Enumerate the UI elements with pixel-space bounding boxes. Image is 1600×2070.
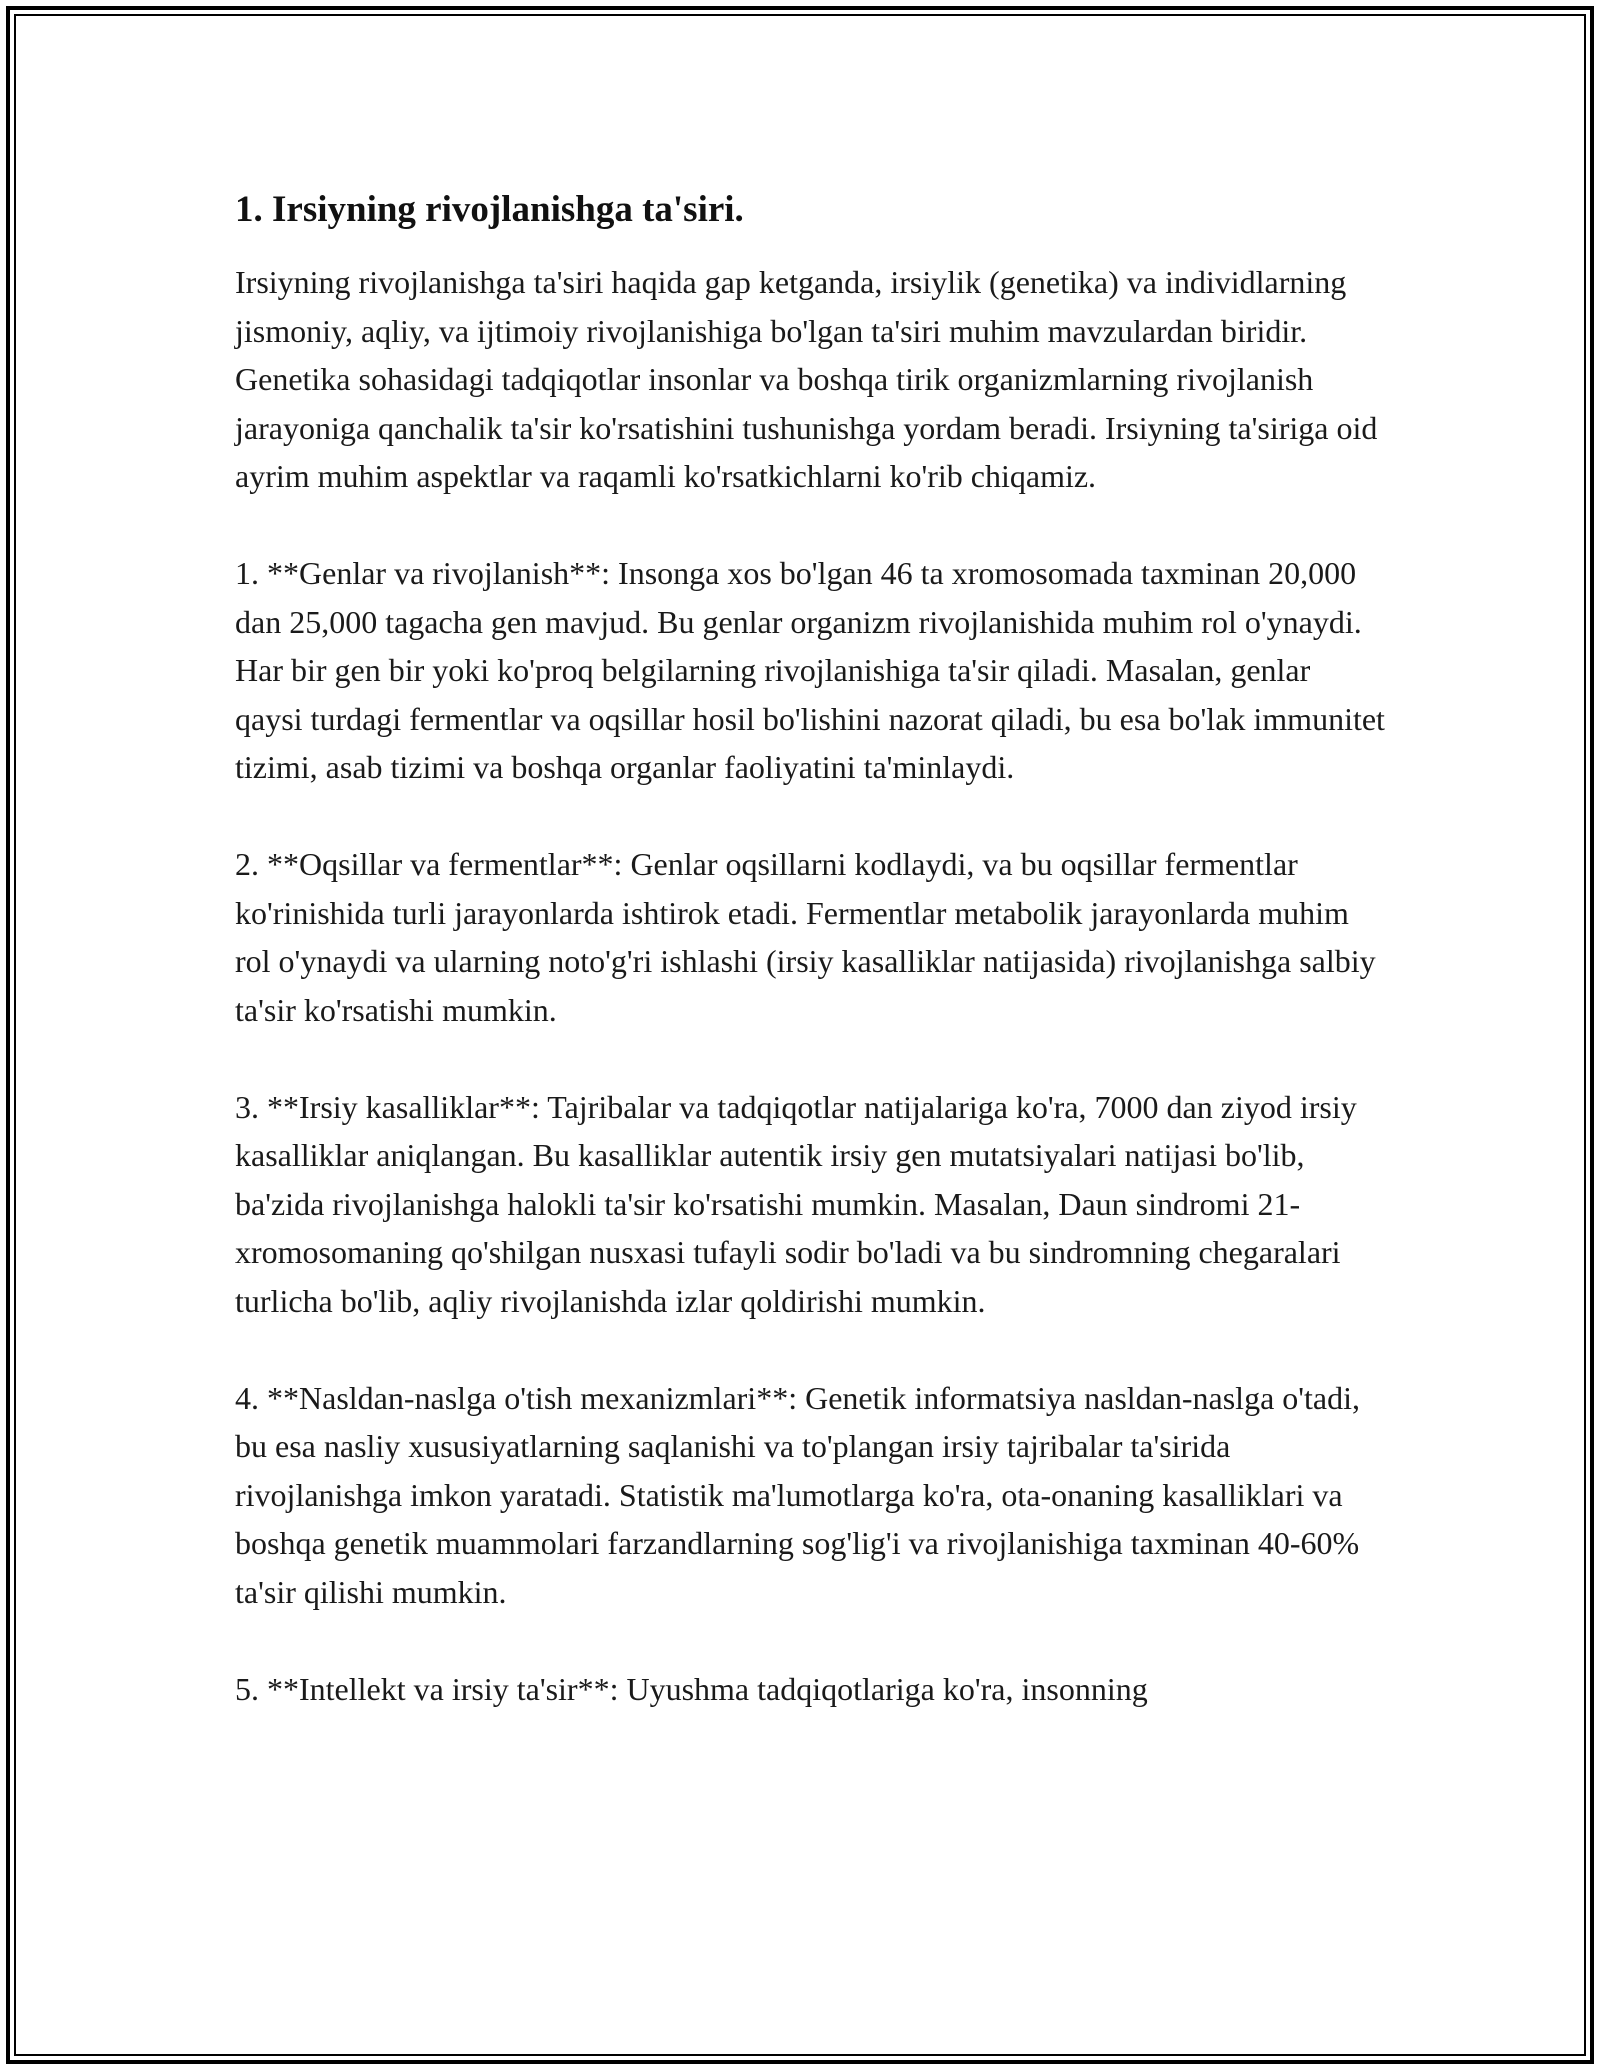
paragraph-inheritance: 4. **Nasldan-naslga o'tish mexanizmlari**: Genetik informatsiya nasldan-naslga o'tadi, bu esa nasliy xususiyatlarning saqlanishi va to'plangan irsiy tajribalar ta'sirida rivojlanishga imkon yaratadi. Statistik ma'lumotlarga ko'ra, ota-onaning kasalliklari va boshqa genetik muammolari farzandlarning sog'lig'i va rivojlanishiga taxminan 40-60% ta'sir qilishi mumkin. (235, 1379, 1361, 1610)
paragraph-intellect: 5. **Intellekt va irsiy ta'sir**: Uyushma tadqiqotlariga ko'ra, insonning (235, 1670, 1148, 1707)
section-heading: 1. Irsiyning rivojlanishga ta'siri. (235, 189, 744, 230)
intro-paragraph: Irsiyning rivojlanishga ta'siri haqida gap ketganda, irsiylik (genetika) va individlarning jismoniy, aqliy, va ijtimoiy rivojlanishiga bo'lgan ta'siri muhim mavzulardan biridir. Genetika sohasidagi tadqiqotlar insonlar va boshqa tirik organizmlarning rivojlanish jarayoniga qanchalik ta'sir ko'rsatishini tushunishga yordam beradi. Irsiyning ta'siriga oid ayrim muhim aspektlar va raqamli ko'rsatkichlarni ko'rib chiqamiz. (235, 264, 1378, 494)
paragraph-proteins: 2. **Oqsillar va fermentlar**: Genlar oqsillarni kodlaydi, va bu oqsillar fermentlar ko'rinishida turli jarayonlarda ishtirok etadi. Fermentlar metabolik jarayonlarda muhim rol o'ynaydi va ularning noto'g'ri ishlashi (irsiy kasalliklar natijasida) rivojlanishga salbiy ta'sir ko'rsatishi mumkin. (235, 846, 1376, 1028)
paragraph-genes: 1. **Genlar va rivojlanish**: Insonga xos bo'lgan 46 ta xromosomada taxminan 20,000 dan 25,000 tagacha gen mavjud. Bu genlar organizm rivojlanishida muhim rol o'ynaydi. Har bir gen bir yoki ko'proq belgilarning rivojlanishiga ta'sir qiladi. Masalan, genlar qaysi turdagi fermentlar va oqsillar hosil bo'lishini nazorat qiladi, bu esa bo'lak immunitet tizimi, asab tizimi va boshqa organlar faoliyatini ta'minlaydi. (235, 555, 1385, 785)
paragraph-hereditary-diseases: 3. **Irsiy kasalliklar**: Tajribalar va tadqiqotlar natijalariga ko'ra, 7000 dan ziyod irsiy kasalliklar aniqlangan. Bu kasalliklar autentik irsiy gen mutatsiyalari natijasi bo'lib, ba'zida rivojlanishga halokli ta'sir ko'rsatishi mumkin. Masalan, Daun sindromi 21-xromosomaning qo'shilgan nusxasi tufayli sodir bo'ladi va bu sindromning chegaralari turlicha bo'lib, aqliy rivojlanishda izlar qoldirishi mumkin. (235, 1088, 1357, 1319)
document-body (235, 188, 1385, 1762)
